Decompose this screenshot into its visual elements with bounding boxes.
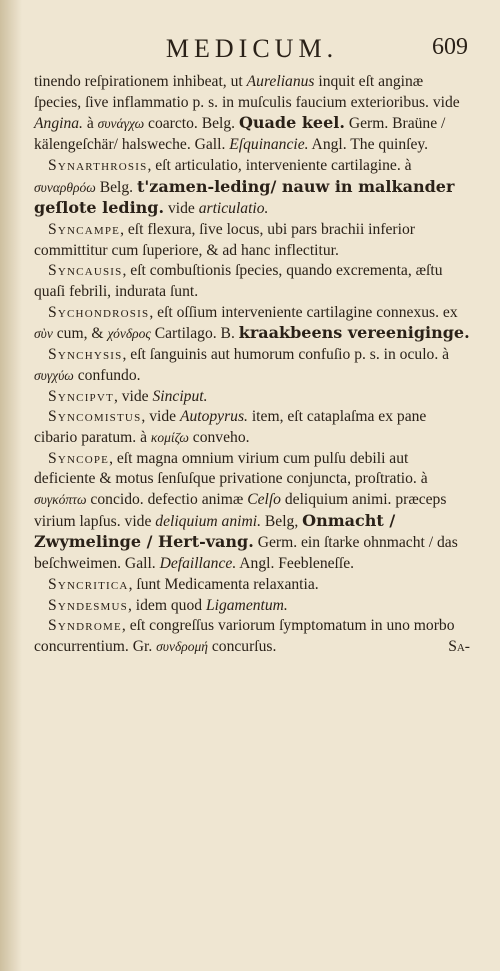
italic-text: Eſquinancie.	[229, 136, 309, 154]
blackletter-text: Quade keel.	[238, 113, 345, 133]
entry-text: Germ. ein ſtarke ohnmacht / das beſchweimen. Gall.	[34, 534, 458, 573]
italic-text: articulatio.	[198, 200, 269, 218]
italic-text: Ligamentum.	[205, 596, 288, 614]
page-number: 609	[432, 34, 468, 60]
entry-headword: Syndesmus	[48, 596, 128, 614]
running-head: MEDICUM.	[165, 34, 339, 63]
entry-headword: Syncipvt	[48, 387, 114, 405]
blackletter-text: t'zamen-leding/ nauw in malkander geſlote leding.	[34, 176, 455, 218]
entry-text: tinendo reſpirationem inhibeat, ut	[34, 73, 247, 90]
entry-text: , eſt magna omnium virium cum pulſu debili aut deficiente & motus ſenſuſque privatione conjuncta, proſtratio. à	[34, 449, 428, 488]
entry-text: item, eſt cataplaſma ex pane cibario paratum. à	[34, 408, 427, 446]
entry-text: Angl. The quinſey.	[308, 136, 429, 154]
entry-text: , eſt combuſtionis ſpecies, quando excrementa, æſtu quaſi febrili, indurata ſunt.	[34, 262, 443, 301]
entry-headword: Sychondrosis	[48, 303, 150, 321]
greek-text: σὺν	[34, 326, 53, 342]
greek-text: κομίζω	[150, 429, 189, 445]
entry-text: , eſt flexura, ſive locus, ubi pars brachii inferior committitur cum ſuperiore, & ad hanc inflectitur.	[34, 220, 415, 259]
blackletter-text: kraakbeens vereeniginge.	[238, 323, 470, 343]
greek-text: συγκόπτω	[34, 492, 87, 508]
entry-headword: Syncausis	[48, 262, 123, 280]
gutter-shadow	[0, 0, 22, 971]
blackletter-text: Onmacht / Zwymelinge / Hert-vang.	[34, 510, 396, 552]
entry-text: Cartilago. B.	[150, 325, 239, 343]
greek-text: συνδρομή	[156, 638, 208, 654]
greek-text: χόνδρος	[107, 326, 151, 342]
entry-text: , vide	[113, 387, 153, 405]
entry-text: conveho.	[188, 428, 250, 446]
entry-headword: Syncope	[48, 449, 110, 467]
dictionary-entry	[34, 303, 470, 345]
dictionary-entries	[34, 72, 470, 658]
dictionary-entry	[34, 156, 470, 220]
entry-text: concido. defectio animæ	[86, 491, 248, 509]
page-header	[34, 30, 470, 72]
italic-text: Angina.	[34, 115, 83, 133]
italic-text: Autopyrus.	[179, 408, 248, 426]
entry-headword: Syncomistus	[48, 408, 142, 426]
entry-text: à	[82, 115, 98, 133]
entry-text: confundo.	[73, 366, 141, 384]
entry-text: Germ. Braüne / kälengeſchär/ halsweche. Gall.	[34, 115, 446, 154]
dictionary-entry	[34, 220, 470, 261]
dictionary-entry	[34, 72, 470, 156]
dictionary-entry	[34, 575, 470, 596]
entry-headword: Syncritica	[48, 575, 129, 593]
entry-text: coarcto. Belg.	[144, 115, 239, 133]
italic-text: deliquium animi.	[155, 512, 261, 530]
dictionary-entry	[34, 407, 470, 448]
entry-headword: Synchysis	[48, 346, 123, 364]
entry-text: inquit eſt anginæ ſpecies, ſive inflammatio p. s. in muſculis faucium exterioribus. vide	[34, 73, 460, 111]
catchword: Sa-	[448, 637, 470, 655]
greek-text: συγχύω	[34, 367, 74, 383]
entry-text: , eſt congreſſus variorum ſymptomatum in uno morbo concurrentium. Gr.	[34, 617, 455, 655]
italic-text: Aurelianus	[246, 73, 315, 90]
entry-text: Belg,	[260, 512, 303, 530]
entry-text: , ſunt Medicamenta relaxantia.	[128, 575, 319, 593]
entry-text: , eſt articulatio, interveniente cartilagine. à	[147, 156, 412, 174]
greek-text: συναρθρόω	[34, 179, 96, 195]
entry-headword: Syndrome	[48, 617, 122, 635]
entry-text: vide	[164, 200, 199, 218]
italic-text: Sinciput.	[152, 387, 208, 405]
dictionary-entry	[34, 261, 470, 302]
entry-text: , vide	[141, 408, 180, 426]
dictionary-entry	[34, 345, 470, 386]
dictionary-entry	[34, 449, 470, 575]
greek-text: συνάγχω	[97, 116, 145, 132]
entry-text: Belg.	[95, 178, 137, 196]
dictionary-entry	[34, 596, 470, 617]
italic-text: Defaillance.	[159, 555, 237, 573]
entry-headword: Synarthrosis	[48, 156, 148, 174]
entry-text: concurſus.	[207, 637, 277, 655]
entry-text: deliquium animi. præceps virium lapſus. vide	[34, 491, 447, 530]
entry-text: , eſt oſſium interveniente cartilagine connexus. ex	[149, 303, 458, 321]
entry-text: Angl. Feebleneſſe.	[236, 555, 355, 573]
dictionary-entry	[34, 387, 470, 408]
entry-text: , eſt ſanguinis aut humorum confuſio p. s. in oculo. à	[122, 346, 450, 364]
italic-text: Celſo	[247, 491, 281, 509]
entry-text: cum, &	[52, 325, 108, 343]
entry-text: , idem quod	[127, 596, 206, 614]
entry-headword: Syncampe	[48, 220, 121, 238]
